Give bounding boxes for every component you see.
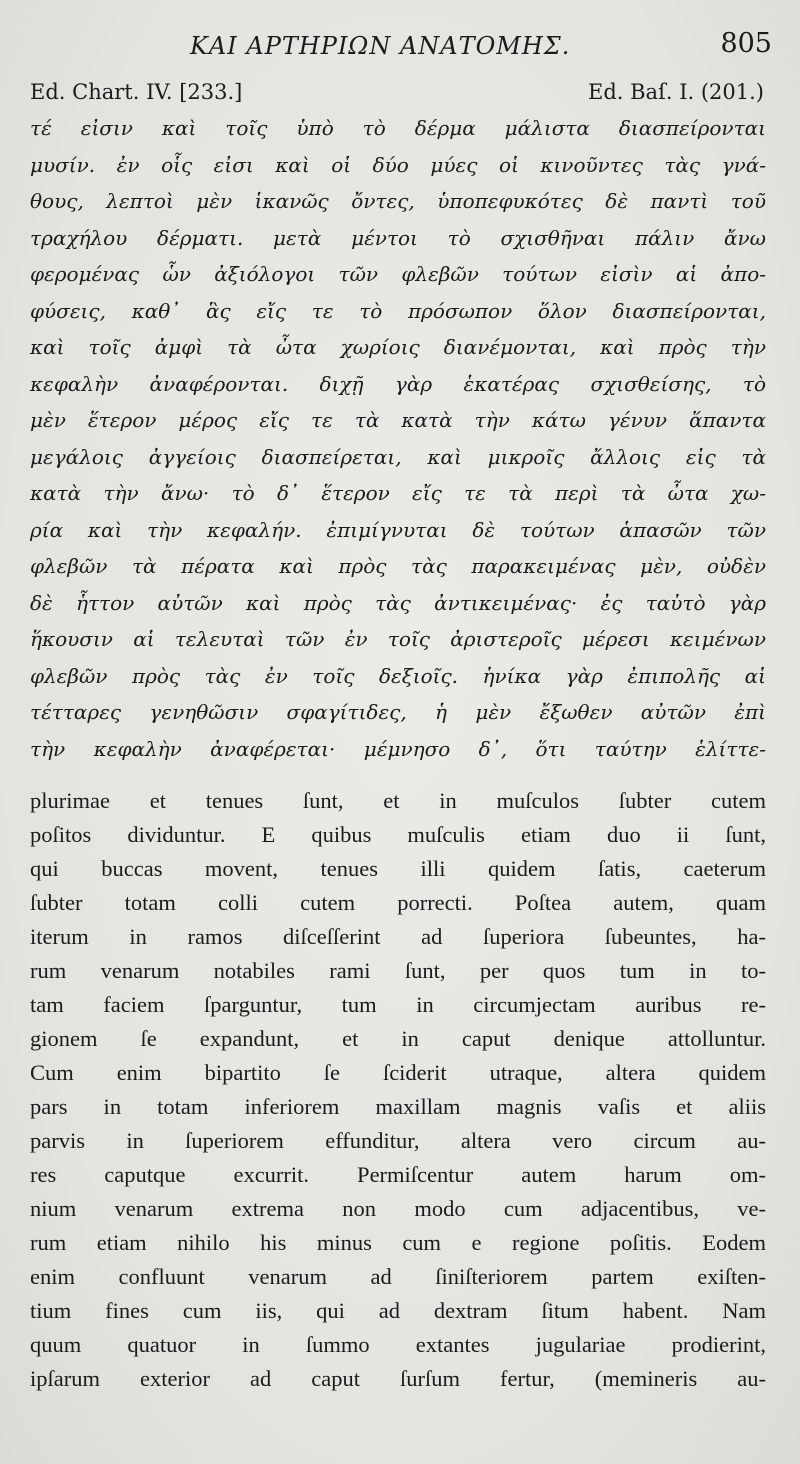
edition-reference-line (30, 80, 764, 110)
page-number: 805 (720, 28, 772, 59)
latin-line: poſitos dividuntur. E quibus muſculis etiam duo ii ſunt, (30, 822, 766, 847)
greek-line: μεγάλοις ἀγγείοις διασπείρεται, καὶ μικροῖς ἄλλοις εἰς τὰ (30, 444, 766, 469)
greek-line: τὴν κεφαλὴν ἀναφέρεται· μέμνησο δ᾽, ὅτι ταύτην ἑλίττε- (30, 736, 766, 761)
greek-line: κατὰ τὴν ἄνω· τὸ δ᾽ ἕτερον εἴς τε τὰ περὶ τὰ ὦτα χω- (30, 481, 766, 505)
latin-line: ipſarum exterior ad caput ſurſum fertur, (memineris au- (30, 1366, 766, 1391)
greek-text-block (30, 110, 766, 767)
latin-line: tam faciem ſparguntur, tum in circumjectam auribus re- (30, 992, 766, 1017)
greek-line: φλεβῶν τὰ πέρατα καὶ πρὸς τὰς παρακειμένας μὲν, οὐδὲν (30, 554, 766, 578)
latin-line: Cum enim bipartito ſe ſciderit utraque, altera quidem (30, 1060, 766, 1085)
running-head (0, 26, 800, 66)
latin-line: qui buccas movent, tenues illi quidem ſatis, caeterum (30, 856, 766, 881)
latin-line: nium venarum extrema non modo cum adjacentibus, ve- (30, 1196, 766, 1221)
greek-line: τέτταρες γενηθῶσιν σφαγίτιδες, ἡ μὲν ἔξωθεν αὐτῶν ἐπὶ (30, 700, 766, 724)
latin-text-block (30, 784, 766, 1396)
latin-line: rum etiam nihilo his minus cum e regione poſitis. Eodem (30, 1230, 766, 1255)
greek-line: ἥκουσιν αἱ τελευταὶ τῶν ἐν τοῖς ἀριστεροῖς μέρεσι κειμένων (30, 627, 766, 651)
latin-line: iterum in ramos diſceſſerint ad ſuperiora ſubeuntes, ha- (30, 924, 766, 949)
greek-line: κεφαλὴν ἀναφέρονται. διχῇ γὰρ ἑκατέρας σχισθείσης, τὸ (30, 371, 766, 396)
greek-line: μὲν ἕτερον μέρος εἴς τε τὰ κατὰ τὴν κάτω γένυν ἅπαντα (30, 408, 766, 432)
edition-reference-basel: Ed. Baſ. I. (201.) (588, 80, 764, 104)
edition-reference-chartier: Ed. Chart. IV. [233.] (30, 80, 243, 104)
latin-line: res caputque excurrit. Permiſcentur autem harum om- (30, 1162, 766, 1187)
latin-line: enim confluunt venarum ad ſiniſteriorem partem exiſten- (30, 1264, 766, 1289)
greek-line: φλεβῶν πρὸς τὰς ἐν τοῖς δεξιοῖς. ἡνίκα γὰρ ἐπιπολῆς αἱ (30, 663, 766, 688)
greek-line: καὶ τοῖς ἀμφὶ τὰ ὦτα χωρίοις διανέμονται, καὶ πρὸς τὴν (30, 335, 766, 359)
latin-line: rum venarum notabiles rami ſunt, per quos tum in to- (30, 958, 766, 983)
greek-line: τραχήλου δέρματι. μετὰ μέντοι τὸ σχισθῆναι πάλιν ἄνω (30, 225, 766, 250)
greek-line: ρία καὶ τὴν κεφαλήν. ἐπιμίγνυται δὲ τούτων ἁπασῶν τῶν (30, 517, 766, 542)
greek-line: φερομένας ὧν ἀξιόλογοι τῶν φλεβῶν τούτων εἰσὶν αἱ ἀπο- (30, 262, 766, 286)
greek-line: μυσίν. ἐν οἷς εἰσι καὶ οἱ δύο μύες οἱ κινοῦντες τὰς γνά- (30, 152, 766, 177)
greek-line: δὲ ἧττον αὐτῶν καὶ πρὸς τὰς ἀντικειμένας· ἐς ταὐτὸ γὰρ (30, 590, 766, 615)
latin-line: ſubter totam colli cutem porrecti. Poſtea autem, quam (30, 890, 766, 915)
running-title: ΚΑΙ ΑΡΤΗΡΙΩΝ ΑΝΑΤΟΜΗΣ. (190, 32, 571, 60)
latin-line: tium fines cum iis, qui ad dextram ſitum habent. Nam (30, 1298, 766, 1323)
greek-line: θους, λεπτοὶ μὲν ἱκανῶς ὄντες, ὑποπεφυκότες δὲ παντὶ τοῦ (30, 189, 766, 213)
latin-line: parvis in ſuperiorem effunditur, altera vero circum au- (30, 1128, 766, 1153)
latin-line: gionem ſe expandunt, et in caput denique attolluntur. (30, 1026, 766, 1051)
greek-line: φύσεις, καθ᾽ ἃς εἴς τε τὸ πρόσωπον ὅλον διασπείρονται, (30, 298, 766, 323)
greek-line: τέ εἰσιν καὶ τοῖς ὑπὸ τὸ δέρμα μάλιστα διασπείρονται (30, 116, 766, 140)
latin-line: quum quatuor in ſummo extantes jugulariae prodierint, (30, 1332, 766, 1357)
latin-line: pars in totam inferiorem maxillam magnis vaſis et aliis (30, 1094, 766, 1119)
latin-line: plurimae et tenues ſunt, et in muſculos ſubter cutem (30, 788, 766, 813)
